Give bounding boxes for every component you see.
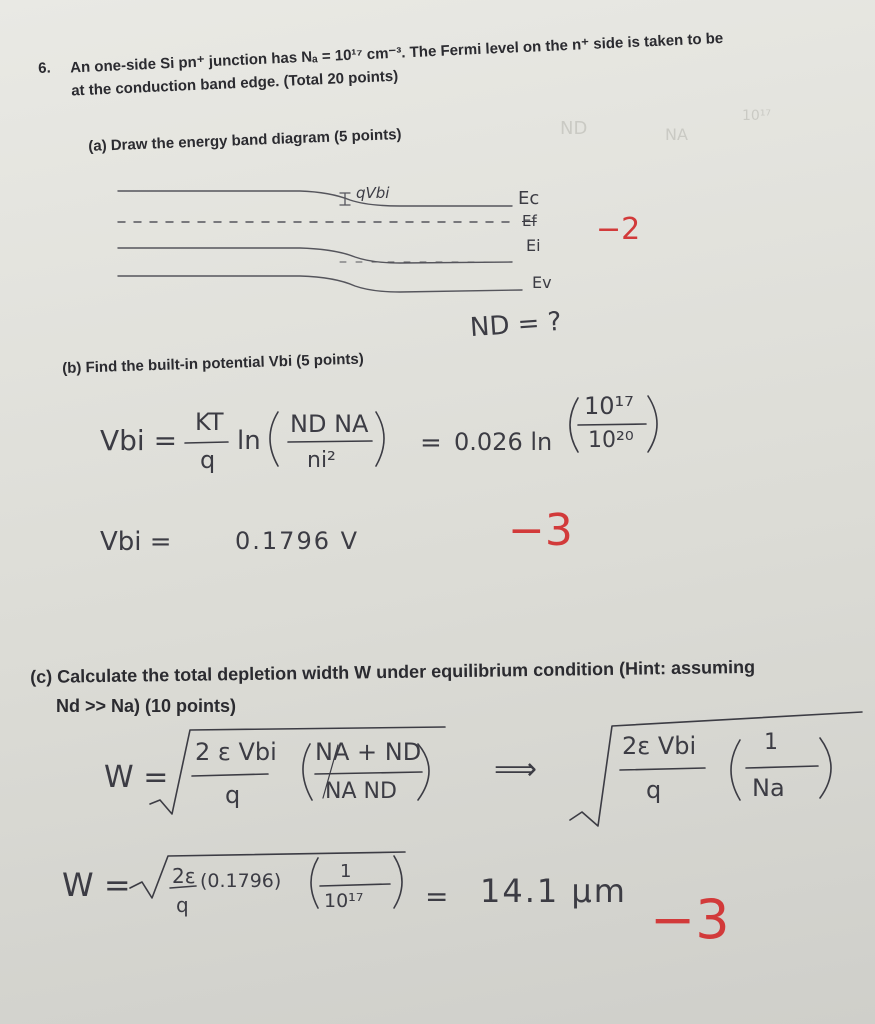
- part-b-prompt: (b) Find the built-in potential Vbi (5 points): [62, 350, 365, 377]
- bleed-through-na: NA: [665, 125, 688, 144]
- w-result: 14.1 μm: [480, 872, 627, 910]
- frac4-num: 1: [764, 730, 778, 755]
- frac2-num: NA + ND: [315, 738, 422, 766]
- ec-label: Ec: [518, 188, 540, 209]
- equals-c: =: [425, 880, 449, 913]
- part-a-score: −2: [596, 212, 641, 247]
- bleed-through-exp: 10¹⁷: [742, 108, 772, 124]
- problem-statement-line1: An one-side Si pn⁺ junction has Nₐ = 10¹⁷ cm⁻³. The Fermi level on the n⁺ side is taken to be: [69, 29, 724, 77]
- kt-text: KT: [195, 408, 224, 436]
- ln-text-1: ln: [237, 426, 261, 456]
- ef-label: Ef: [522, 212, 537, 230]
- frac4-den: Na: [752, 774, 785, 802]
- den-value: 10²⁰: [588, 428, 634, 453]
- ev-label: Ev: [532, 273, 552, 292]
- qvbi-label: qVbi: [356, 184, 390, 202]
- nd-question: ND = ?: [469, 306, 563, 344]
- equals-b: =: [420, 428, 442, 458]
- frac2-den: NA ND: [325, 779, 397, 804]
- q-text-1: q: [200, 446, 216, 474]
- sub2-den: 10¹⁷: [324, 890, 364, 912]
- ni2-denominator: ni²: [307, 448, 336, 473]
- frac3-num: 2ε Vbi: [622, 732, 697, 760]
- part-a-prompt: (a) Draw the energy band diagram (5 points): [88, 125, 402, 155]
- w-lhs: W =: [104, 760, 169, 795]
- sub-val: (0.1796): [200, 870, 282, 892]
- sub-den: q: [176, 893, 189, 917]
- vbi-result: 0.1796 V: [235, 527, 360, 555]
- nd-na-numerator: ND NA: [290, 410, 369, 438]
- coef-ln: 0.026 ln: [454, 428, 553, 456]
- frac1-num: 2 ε Vbi: [195, 738, 277, 766]
- num-value: 10¹⁷: [584, 392, 634, 420]
- sub-num: 2ε: [172, 864, 196, 888]
- part-b-score: −3: [508, 505, 573, 556]
- bleed-through-nd: ND: [560, 118, 588, 139]
- implies-arrow: ⟹: [494, 752, 538, 787]
- frac1-den: q: [225, 781, 241, 809]
- ei-label: Ei: [526, 236, 541, 255]
- frac3-den: q: [646, 776, 662, 804]
- problem-statement-line2: at the conduction band edge. (Total 20 points): [70, 67, 399, 100]
- w2-lhs: W =: [62, 866, 131, 904]
- vbi-lhs: Vbi =: [100, 424, 178, 457]
- part-c-prompt-line2: Nd >> Na) (10 points): [56, 696, 237, 716]
- sub2-num: 1: [340, 861, 352, 882]
- part-c-score: −3: [650, 888, 730, 951]
- part-c-prompt-line1: (c) Calculate the total depletion width W under equilibrium condition (Hint: assuming: [30, 656, 756, 687]
- vbi-result-lhs: Vbi =: [100, 527, 172, 557]
- problem-number: 6.: [37, 59, 52, 77]
